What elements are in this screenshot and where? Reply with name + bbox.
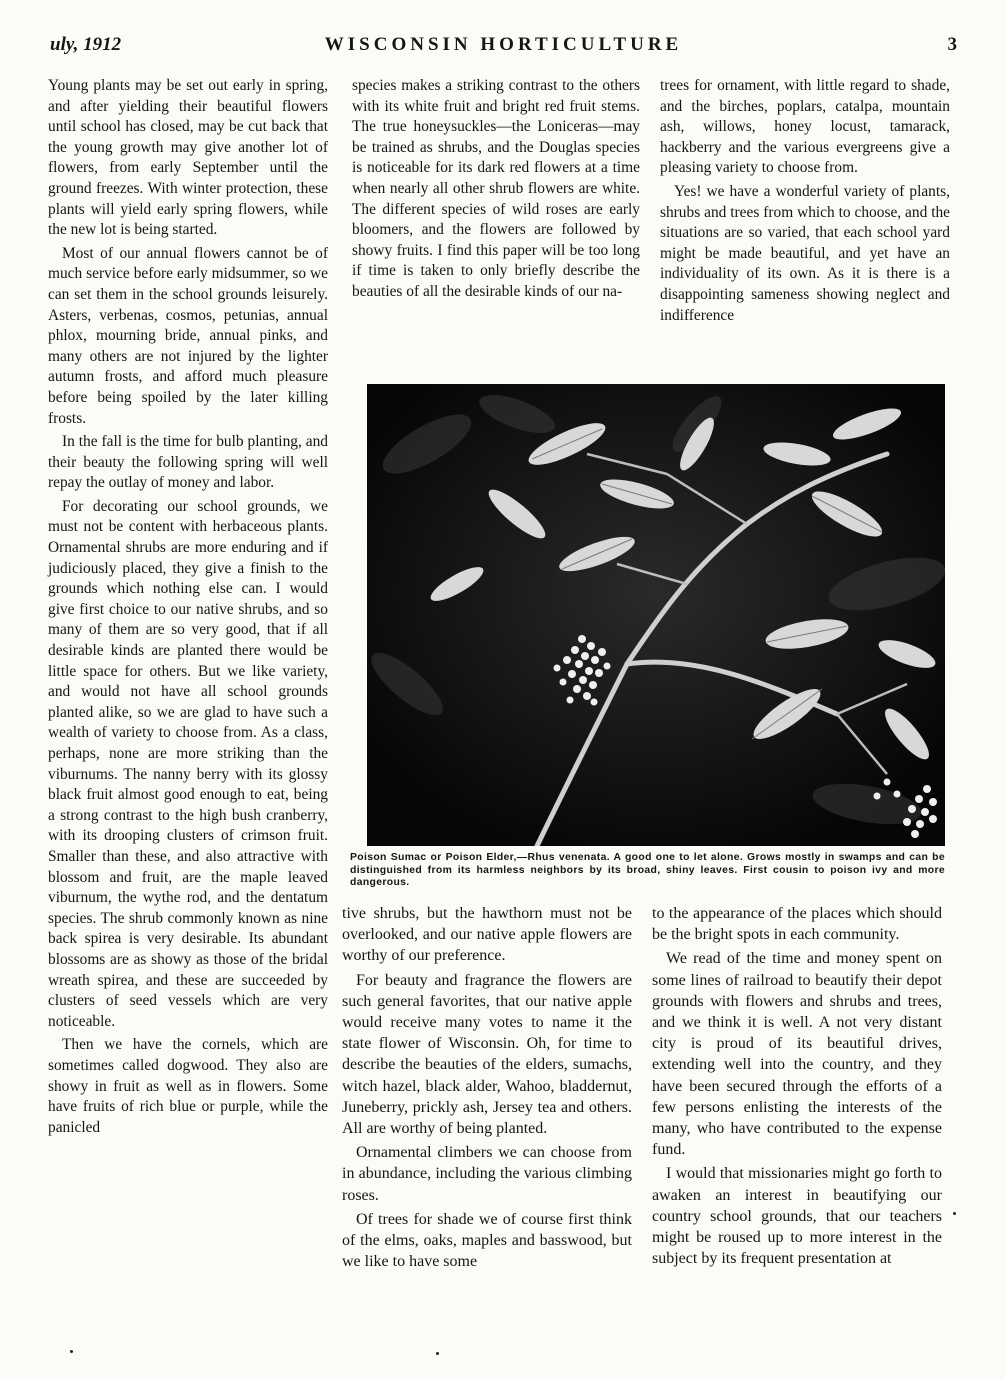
paragraph: For beauty and fragrance the flowers are such general favorites, that our native apple would receive many votes to name it the state flower of Wisconsin. Oh, for time to describe the beauties of the elders, sumachs, witch hazel, black alder, Wahoo, bladdernut, Juneberry, prickly ash, Jersey tea and others. All are worthy of being planted. (342, 971, 632, 1138)
paragraph: Young plants may be set out early in spring, and after yielding their beautiful flowers until school has closed, may be cut back that the young growth may give another lot of flowers, from early September until the ground freezes. With winter protection, these plants will yield early spring flowers, while the new lot is being started. (48, 77, 328, 239)
paragraph: trees for ornament, with little regard to shade, and the birches, poplars, catalpa, mountain ash, willows, honey locust, tamarack, hackberry and the various evergreens give a pleasing variety to choose from. (660, 77, 950, 177)
journal-title: WISCONSIN HORTICULTURE (324, 34, 683, 55)
photo-illustration (367, 384, 945, 846)
paragraph: We read of the time and money spent on some lines of railroad to beautify their depot grounds with flowers and shrubs and trees, and we think it is well. A not very distant city is proud of its beautiful drives, extending well into the country, and they have been secured through the efforts of a few persons enlisting the interests of the many, who have contributed to the expense fund. (652, 950, 942, 1159)
column-middle-bottom (342, 903, 632, 1333)
poison-sumac-photo (367, 384, 945, 846)
print-speck (953, 1212, 956, 1215)
paragraph: Then we have the cornels, which are sometimes called dogwood. They also are showy in fruit as well as in flowers. Some have fruits of rich blue or purple, while the panicled (48, 1036, 328, 1136)
page-header (50, 34, 957, 60)
photo-caption: Poison Sumac or Poison Elder,—Rhus venenata. A good one to let alone. Grows mostly in swamps and can be distinguished from its harmless neighbors by its broad, shiny leaves. First cousin to poison ivy and more dangerous. (350, 852, 945, 889)
paragraph: to the appearance of the places which should be the bright spots in each community. (652, 905, 942, 944)
column-right-bottom (652, 903, 942, 1333)
paragraph: tive shrubs, but the hawthorn must not be overlooked, and our native apple flowers are worthy of our preference. (342, 905, 632, 965)
paragraph: Ornamental climbers we can choose from in abundance, including the various climbing roses. (342, 1144, 632, 1204)
paragraph: In the fall is the time for bulb planting, and their beauty the following spring will well repay the outlay of money and labor. (48, 433, 328, 492)
paragraph: For decorating our school grounds, we must not be content with herbaceous plants. Ornamental shrubs are more enduring and if judiciously placed, they give a finish to the grounds which nothing else can. I would give first choice to our native shrubs, and so many of them are so very good, that if all desirable kinds are planted there would be little space for others. But we like variety, and would not have all school grounds planted alike, so we are glad to have such a wealth of variety to choose from. As a class, perhaps, none are more striking than the viburnums. The nanny berry with its glossy black fruit almost good enough to eat, being a strong contrast to the high bush cranberry, with its drooping clusters of crimson fruit. Smaller than these, and also attractive with blossom and fruit, are the maple leaved viburnum, the wythe rod, and the dentatum species. The shrub commonly known as nine back spirea is very desirable. Its abundant blossoms are as showy as those of the bridal wreath spirea, and these are succeeded by clusters of seed vessels which are very noticeable. (48, 497, 328, 1030)
paragraph: species makes a striking contrast to the others with its white fruit and bright red fruit stems. The true honeysuckles—the Loniceras—may be trained as shrubs, and the Douglas species is noticeable for its dark red flowers at a time when nearly all other shrub flowers are white. The different species of wild roses are early bloomers, and the flowers are followed by showy fruits. I find this paper will be too long if time is taken to only briefly describe the beauties of all the desirable kinds of our na- (352, 77, 640, 300)
print-speck (436, 1352, 439, 1355)
page-number: 3 (947, 34, 957, 55)
column-left (48, 76, 328, 1336)
paragraph: Yes! we have a wonderful variety of plants, shrubs and trees from which to choose, and the situations are so varied, that each school yard might be made beautiful, and yet have an individuality of its own. As it is there is a disappointing sameness showing neglect and indifference (660, 182, 950, 324)
column-middle-top (352, 76, 640, 366)
paragraph: Of trees for shade we of course first think of the elms, oaks, maples and basswood, but we like to have some (342, 1210, 632, 1271)
print-speck (70, 1350, 73, 1353)
column-right-top (660, 76, 950, 366)
paragraph: I would that missionaries might go forth to awaken an interest in beautifying our country school grounds, that our teachers might be roused up to more interest in the subject by its frequent presentation at (652, 1165, 942, 1268)
paragraph: Most of our annual flowers cannot be of much service before early midsummer, so we can set them in the school grounds leisurely. Asters, verbenas, cosmos, petunias, annual phlox, mourning bride, annual pinks, and many others are not injured by the lighter autumn frosts, and afford much pleasure before being spoiled by the later killing frosts. (48, 244, 328, 427)
issue-date: uly, 1912 (50, 34, 122, 55)
